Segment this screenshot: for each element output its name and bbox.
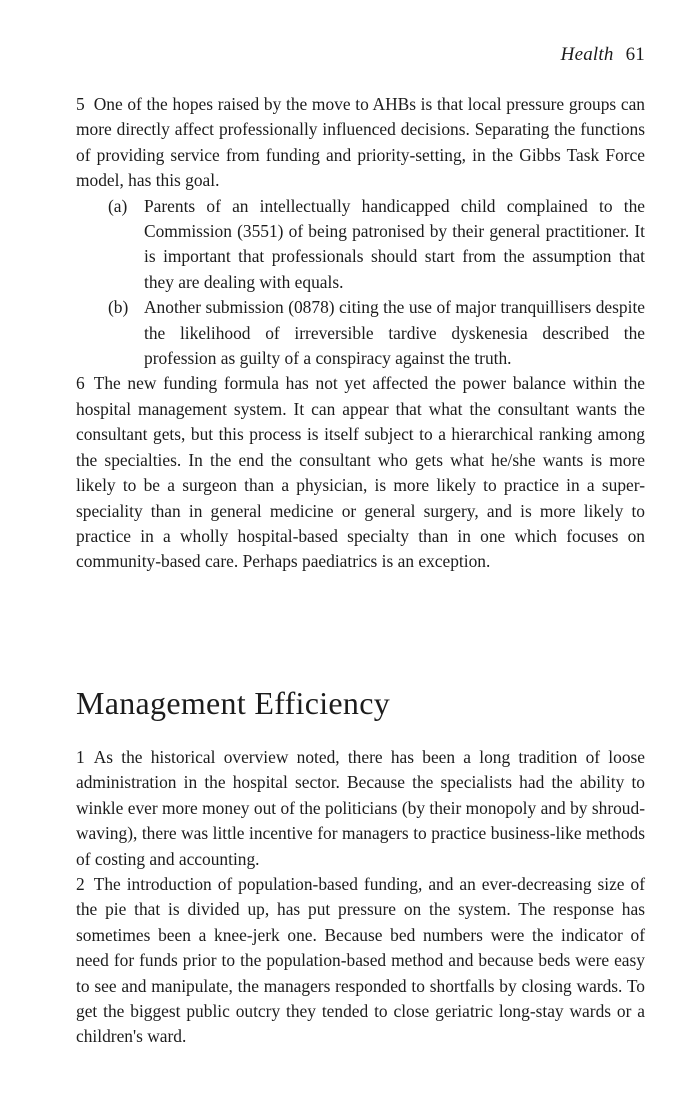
paragraph-2 — [76, 872, 645, 1050]
sub-item-a — [76, 194, 645, 296]
paragraph-1 — [76, 745, 645, 872]
paragraph-text: One of the hopes raised by the move to AHBs is that local pressure groups can more directly affect professionally influenced decisions. Separating the functions of providing service from funding and priority-setting, in the Gibbs Task Force model, has this goal. — [76, 94, 645, 191]
section-heading: Management Efficiency — [76, 685, 391, 721]
paragraph-number: 1 — [76, 747, 85, 767]
section-one-text — [76, 92, 645, 575]
paragraph-number: 5 — [76, 94, 85, 114]
sub-item-text: Parents of an intellectually handicapped child complained to the Commission (3551) of being patronised by their general practitioner. It is important that professionals should start from the assumption that they are dealing with equals. — [144, 195, 645, 292]
paragraph-text: The introduction of population-based funding, and an ever-decreasing size of the pie that is divided up, has put pressure on the system. The response has sometimes been a knee-jerk one. Because bed numbers were the indicator of need for funds prior to the population-based method and because beds were easy to see and manipulate, the managers responded to shortfalls by closing wards. To get the biggest public outcry they tended to close geriatric long-stay wards or a children's ward. — [76, 874, 645, 1047]
sub-item-label: (b) — [108, 297, 129, 318]
sub-item-b — [76, 295, 645, 371]
paragraph-number: 2 — [76, 874, 85, 895]
running-head — [561, 44, 645, 66]
paragraph-text: As the historical overview noted, there has been a long tradition of loose administration in the hospital sector. Because the specialists had the ability to winkle ever more money out of the politicians (by their monopoly and by shroud-waving), there was little incentive for managers to practice business-like methods of costing and accounting. — [76, 747, 645, 869]
page-number: 61 — [625, 44, 645, 65]
section-two-text — [76, 745, 645, 1050]
paragraph-text: The new funding formula has not yet affected the power balance within the hospital management system. It can appear that what the consultant wants the consultant gets, but this process is itself subject to a hierarchical ranking among the specialties. In the end the consultant who gets what he/she wants is more likely to be a surgeon than a physician, is more likely to practice in a super-speciality than in general medicine or general surgery, and is more likely to practice in a wholly hospital-based specialty than in one which focuses on community-based care. Perhaps paediatrics is an exception. — [76, 373, 645, 572]
sub-item-label: (a) — [108, 195, 128, 216]
sub-item-text: Another submission (0878) citing the use of major tranquillisers despite the likelihood of irreversible tardive dyskenesia described the profession as guilty of a conspiracy against the truth. — [144, 297, 645, 369]
paragraph-6 — [76, 371, 645, 574]
paragraph-5 — [76, 92, 645, 194]
paragraph-number: 6 — [76, 373, 85, 394]
running-head-section: Health — [560, 44, 614, 65]
